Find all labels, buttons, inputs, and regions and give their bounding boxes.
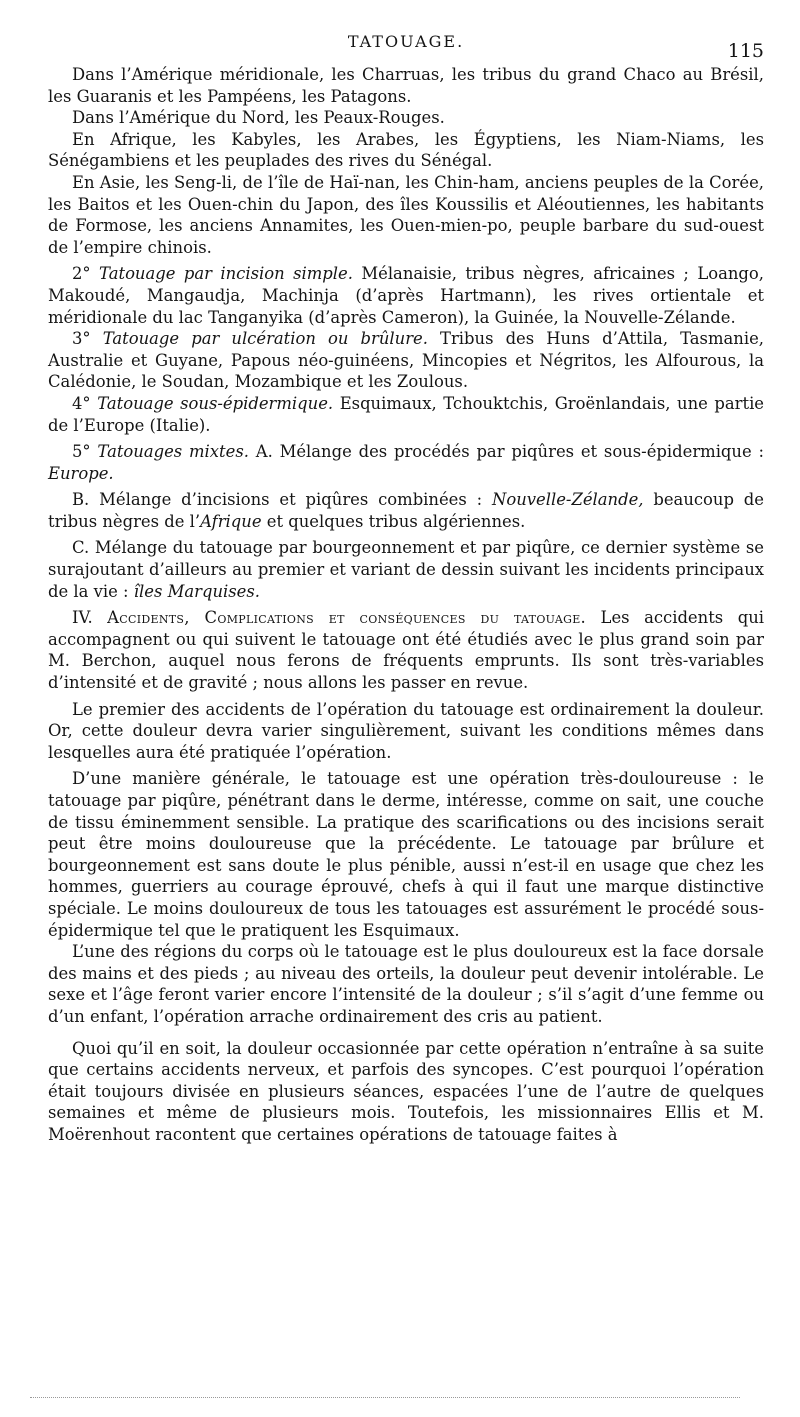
paragraph-tattoo-ulceration: 3° Tatouage par ulcération ou brûlure. Tribus des Huns d’Attila, Tasmanie, Australie et Guyane, Papous néo-guinéens, Mincopies et Négritos, les Alfourous, la Calédonie, le Soudan, Mozambique et les Zoulous. bbox=[48, 329, 764, 392]
paragraph: Dans l’Amérique du Nord, les Peaux-Rouges. bbox=[72, 108, 445, 128]
paragraph-mixed-c: C. Mélange du tatouage par bourgeonnement et par piqûre, ce dernier système se surajoutant d’ailleurs au premier et variant de dessin suivant les incidents principaux de la vie : îles Marquises. bbox=[48, 538, 764, 601]
footer-rule bbox=[30, 1397, 740, 1398]
paragraph: En Afrique, les Kabyles, les Arabes, les Égyptiens, les Niam-Niams, les Sénégambiens et les peuplades des rives du Sénégal. bbox=[48, 129, 764, 171]
running-title: TATOUAGE. bbox=[347, 32, 465, 51]
paragraph: Dans l’Amérique méridionale, les Charruas, les tribus du grand Chaco au Brésil, les Guaranis et les Pampéens, les Patagons. bbox=[48, 65, 764, 106]
paragraph-tattoo-mixed: 5° Tatouages mixtes. A. Mélange des procédés par piqûres et sous-épidermique : Europe. bbox=[48, 442, 764, 483]
paragraph: Le premier des accidents de l’opération du tatouage est ordinairement la douleur. Or, cette douleur devra varier singulièrement, suivant les conditions mêmes dans lesquelles aura été pratiquée l’opération. bbox=[48, 699, 764, 762]
body-text bbox=[48, 64, 764, 1146]
section-heading: Accidents, Complications et conséquences du tatouage. bbox=[107, 608, 587, 628]
paragraph: En Asie, les Seng-li, de l’île de Haï-nan, les Chin-ham, anciens peuples de la Corée, les Baitos et les Ouen-chin du Japon, des îles Koussilis et Aléoutiennes, les habitants de Formose, les anciens Annamites, les Ouen-mien-po, peuple barbare du sud-ouest de l’empire chinois. bbox=[48, 172, 764, 257]
paragraph: Quoi qu’il en soit, la douleur occasionnée par cette opération n’entraîne à sa suite que certains accidents nerveux, et parfois des syncopes. C’est pourquoi l’opération était toujours divisée en plusieurs séances, espacées l’une de l’autre de quelques semaines et même de plusieurs mois. Toutefois, les missionnaires Ellis et M. Moërenhout racontent que certaines opérations de tatouage faites à bbox=[48, 1038, 764, 1144]
page-header bbox=[48, 30, 764, 60]
paragraph-tattoo-incision: 2° Tatouage par incision simple. Mélanaisie, tribus nègres, africaines ; Loango, Makoudé, Mangaudja, Machinja (d’après Hartmann), les rives ortientale et méridionale du lac Tanganyika (d’après Cameron), la Guinée, la Nouvelle-Zélande. bbox=[48, 264, 764, 327]
paragraph: D’une manière générale, le tatouage est une opération très-douloureuse : le tatouage par piqûre, pénétrant dans le derme, intéresse, comme on sait, une couche de tissu éminemment sensible. La pratique des scarifications ou des incisions serait peut être moins douloureuse que la précédente. Le tatouage par brûlure et bourgeonnement est sans doute le plus pénible, aussi n’est-il en usage que chez les hommes, guerriers au courage éprouvé, chefs à qui il faut une marque distinctive spéciale. Le moins douloureux de tous les tatouages est assurément le procédé sous-épidermique tel que le pratiquent les Esquimaux. bbox=[48, 769, 764, 940]
page-number: 115 bbox=[727, 40, 764, 62]
paragraph-tattoo-subepidermal: 4° Tatouage sous-épidermique. Esquimaux, Tchouktchis, Groënlandais, une partie de l’Europe (Italie). bbox=[48, 393, 765, 435]
paragraph-section-iv: IV. Accidents, Complications et conséquences du tatouage. Les accidents qui accompagnent ou qui suivent le tatouage ont été étudiés avec le plus grand soin par M. Berchon, auquel nous ferons de fréquents emprunts. Ils sont très-variables d’intensité et de gravité ; nous allons les passer en revue. bbox=[48, 608, 764, 693]
paragraph-mixed-b: B. Mélange d’incisions et piqûres combinées : Nouvelle-Zélande, beaucoup de tribus nègres de l’Afrique et quelques tribus algériennes. bbox=[48, 490, 764, 531]
paragraph: L’une des régions du corps où le tatouage est le plus douloureux est la face dorsale des mains et des pieds ; au niveau des orteils, la douleur peut devenir intolérable. Le sexe et l’âge feront varier encore l’intensité de la douleur ; s’il s’agit d’une femme ou d’un enfant, l’opération arrache ordinairement des cris au patient. bbox=[48, 942, 764, 1026]
